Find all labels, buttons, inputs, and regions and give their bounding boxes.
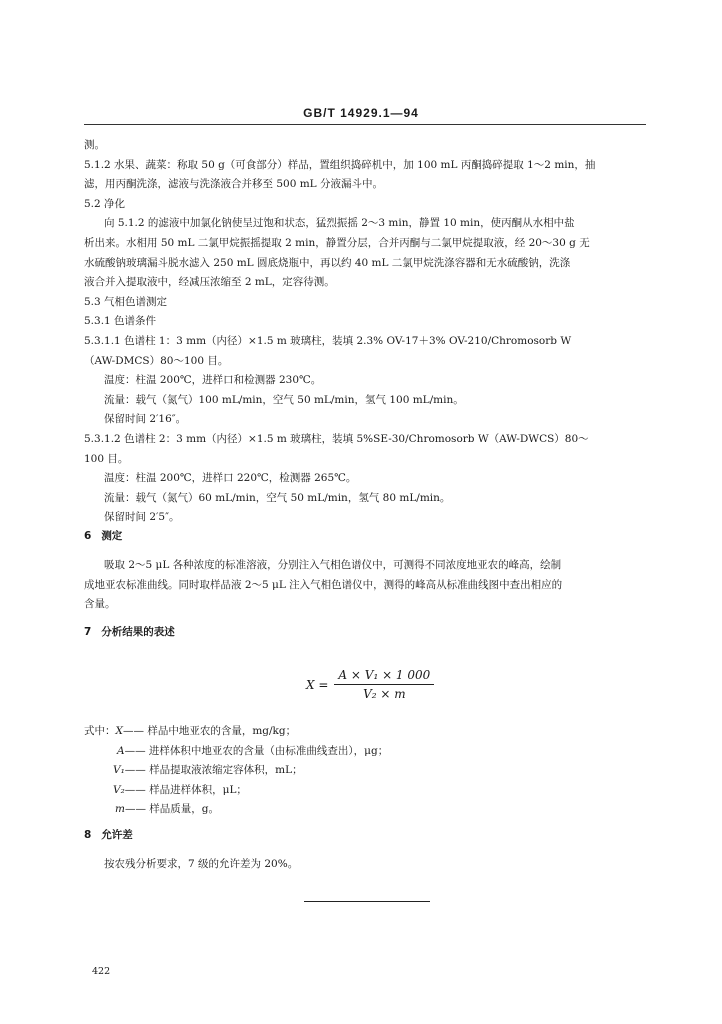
section-title: 测定 xyxy=(101,530,123,542)
clause-5-2-line-4: 液合并入提取液中，经减压浓缩至 2 mL，定容待测。 xyxy=(84,276,335,289)
header-rule xyxy=(84,124,646,125)
column-1-retention-time: 保留时间 2′16″。 xyxy=(104,413,187,426)
section-8-heading xyxy=(84,826,646,846)
section-6-text xyxy=(84,556,646,615)
definition-a-text: —— 进样体积中地亚农的含量（由标准曲线查出），μg； xyxy=(124,744,389,757)
clause-5-3-1-2-line-1: 5.3.1.2 色谱柱 2：3 mm（内径）×1.5 m 玻璃柱，装填 5%SE-30/Chromosorb W（AW-DWCS）80～ xyxy=(84,432,589,445)
sample-preparation-text xyxy=(84,136,646,528)
section-number: 6 xyxy=(84,530,92,542)
definition-x-text: —— 样品中地亚农的含量，mg/kg； xyxy=(122,725,297,737)
formula-fraction xyxy=(334,668,434,701)
section-6-heading xyxy=(84,527,646,547)
section-8-text xyxy=(84,855,646,875)
page-number: 422 xyxy=(92,966,111,977)
clause-5-2-line-3: 水硫酸钠玻璃漏斗脱水滤入 250 mL 圆底烧瓶中，再以约 40 mL 二氯甲烷洗涤容器和无水硫酸钠，洗涤 xyxy=(84,256,571,269)
formula-denominator: V₂ × m xyxy=(363,687,406,701)
symbol-v1: V₁ xyxy=(113,764,125,777)
formula-numerator: A × V₁ × 1 000 xyxy=(334,668,434,685)
column-1-flow: 流量：载气（氮气）100 mL/min，空气 50 mL/min，氢气 100 mL/min。 xyxy=(104,393,464,406)
definition-v1-text: —— 样品提取液浓缩定容体积，mL； xyxy=(124,764,303,777)
section-6-line-3: 含量。 xyxy=(84,598,116,611)
section-title: 分析结果的表述 xyxy=(101,626,175,638)
section-title: 允许差 xyxy=(101,829,133,841)
symbol-x: X xyxy=(115,725,123,737)
definition-v2 xyxy=(84,781,646,801)
definitions-intro: 式中： xyxy=(84,725,116,737)
definition-a xyxy=(84,742,646,762)
variable-definitions xyxy=(84,722,646,820)
clause-5-3-1-1-line-1: 5.3.1.1 色谱柱 1：3 mm（内径）×1.5 m 玻璃柱，装填 2.3% OV-17＋3% OV-210/Chromosorb W xyxy=(84,334,572,347)
symbol-a: A xyxy=(117,744,125,757)
continued-line: 测。 xyxy=(84,139,105,151)
symbol-v2: V₂ xyxy=(113,783,125,796)
clause-5-3-heading: 5.3 气相色谱测定 xyxy=(84,295,168,308)
formula-lhs: X = xyxy=(306,677,329,692)
definition-v1 xyxy=(84,761,646,781)
column-2-retention-time: 保留时间 2′5″。 xyxy=(104,511,180,524)
clause-5-1-2-line-2: 滤，用丙酮洗涤，滤液与洗涤液合并移至 500 mL 分液漏斗中。 xyxy=(84,178,383,191)
definition-v2-text: —— 样品进样体积，μL； xyxy=(124,783,247,796)
clause-5-2-heading: 5.2 净化 xyxy=(84,197,126,210)
section-7-heading xyxy=(84,623,646,643)
result-formula xyxy=(306,668,434,701)
clause-5-3-1-2-line-2: 100 目。 xyxy=(84,452,129,465)
clause-5-2-line-1: 向 5.1.2 的滤液中加氯化钠使呈过饱和状态，猛烈振摇 2～3 min，静置 10 min，使丙酮从水相中盐 xyxy=(104,217,575,230)
definition-x xyxy=(84,722,646,742)
clause-5-1-2-line-1: 5.1.2 水果、蔬菜：称取 50 g（可食部分）样品，置组织捣碎机中，加 100 mL 丙酮捣碎提取 1～2 min，抽 xyxy=(84,158,596,171)
section-8-line-1: 按农残分析要求，7 级的允许差为 20%。 xyxy=(104,858,299,870)
clause-5-3-1-1-line-2: （AW-DMCS）80～100 目。 xyxy=(84,354,229,367)
clause-5-3-1-heading: 5.3.1 色谱条件 xyxy=(84,315,157,328)
standard-code-header: GB/T 14929.1—94 xyxy=(303,106,419,120)
column-2-flow: 流量：载气（氮气）60 mL/min，空气 50 mL/min，氢气 80 mL/min。 xyxy=(104,491,451,504)
section-number: 7 xyxy=(84,626,92,638)
column-2-temperature: 温度：柱温 200℃，进样口 220℃，检测器 265℃。 xyxy=(104,472,357,485)
end-rule xyxy=(304,901,430,902)
symbol-m: m xyxy=(115,803,125,816)
definition-m xyxy=(84,800,646,820)
section-6-line-1: 吸取 2～5 μL 各种浓度的标准溶液，分别注入气相色谱仪中，可测得不同浓度地亚农的峰高，绘制 xyxy=(104,559,562,571)
section-number: 8 xyxy=(84,829,92,841)
column-1-temperature: 温度：柱温 200℃，进样口和检测器 230℃。 xyxy=(104,374,322,387)
section-6-line-2: 成地亚农标准曲线。同时取样品液 2～5 μL 注入气相色谱仪中，测得的峰高从标准曲线图中查出相应的 xyxy=(84,578,563,591)
definition-m-text: —— 样品质量，g。 xyxy=(124,803,220,816)
clause-5-2-line-2: 析出来。水相用 50 mL 二氯甲烷振摇提取 2 min，静置分层，合并丙酮与二氯甲烷提取液，经 20～30 g 无 xyxy=(84,236,590,249)
